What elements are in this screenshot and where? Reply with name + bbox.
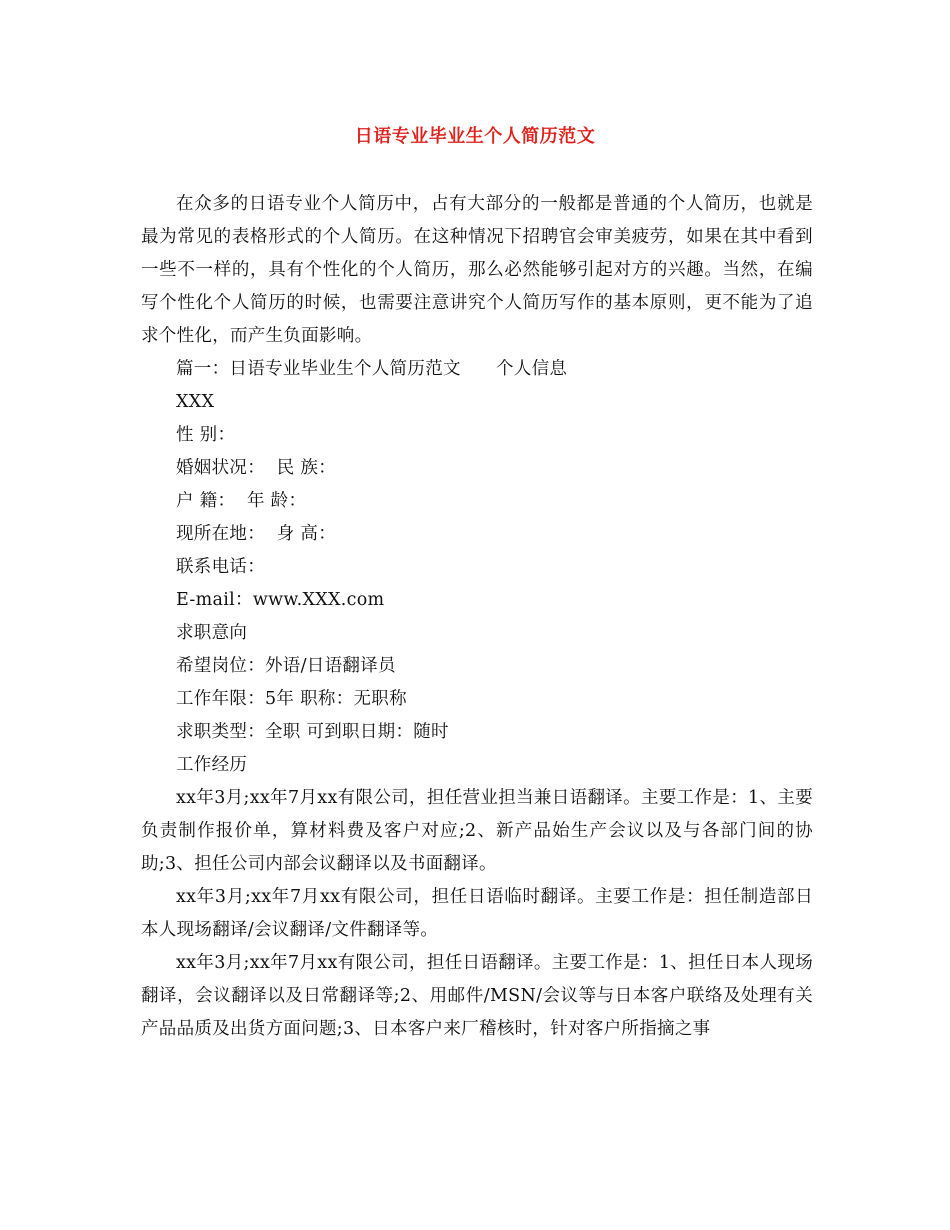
job-type-line: 求职类型：全职 可到职日期：随时 [176, 722, 449, 742]
work-history-heading: 工作经历 [176, 755, 248, 775]
name-line: XXX [176, 392, 215, 412]
work-entry-3: xx年3月;xx年7月xx有限公司，担任日语翻译。主要工作是：1、担任日本人现场翻译，会议翻译以及日常翻译等;2、用邮件/MSN/会议等与日本客户联络及处理有关产品品质及出货方面问题;3、日本客户来厂稽核时，针对客户所指摘之事 [141, 953, 813, 1039]
document-title: 日语专业毕业生个人简历范文 [354, 126, 596, 147]
email-line: E-mail：www.XXX.com [176, 590, 385, 610]
gender-line: 性 别： [176, 425, 236, 445]
location-height-line: 现所在地： 身 高： [176, 524, 336, 544]
phone-line: 联系电话： [176, 557, 265, 577]
desired-position-line: 希望岗位：外语/日语翻译员 [176, 656, 396, 676]
job-intent-heading: 求职意向 [176, 623, 248, 643]
work-entry-2: xx年3月;xx年7月xx有限公司，担任日语临时翻译。主要工作是：担任制造部日本人现场翻译/会议翻译/文件翻译等。 [141, 887, 813, 940]
document-body [141, 188, 813, 1046]
section-heading: 篇一：日语专业毕业生个人简历范文 个人信息 [176, 359, 568, 379]
marital-ethnicity-line: 婚姻状况： 民 族： [176, 458, 336, 478]
household-age-line: 户 籍： 年 龄： [176, 491, 307, 511]
work-entry-1: xx年3月;xx年7月xx有限公司，担任营业担当兼日语翻译。主要工作是：1、主要负责制作报价单，算材料费及客户对应;2、新产品始生产会议以及与各部门间的协助;3、担任公司内部会议翻译以及书面翻译。 [141, 788, 813, 874]
experience-years-line: 工作年限：5年 职称：无职称 [176, 689, 407, 709]
intro-paragraph: 在众多的日语专业个人简历中，占有大部分的一般都是普通的个人简历，也就是最为常见的表格形式的个人简历。在这种情况下招聘官会审美疲劳，如果在其中看到一些不一样的，具有个性化的个人简历，那么必然能够引起对方的兴趣。当然，在编写个性化个人简历的时候，也需要注意讲究个人简历写作的基本原则，更不能为了追求个性化，而产生负面影响。 [141, 194, 813, 346]
